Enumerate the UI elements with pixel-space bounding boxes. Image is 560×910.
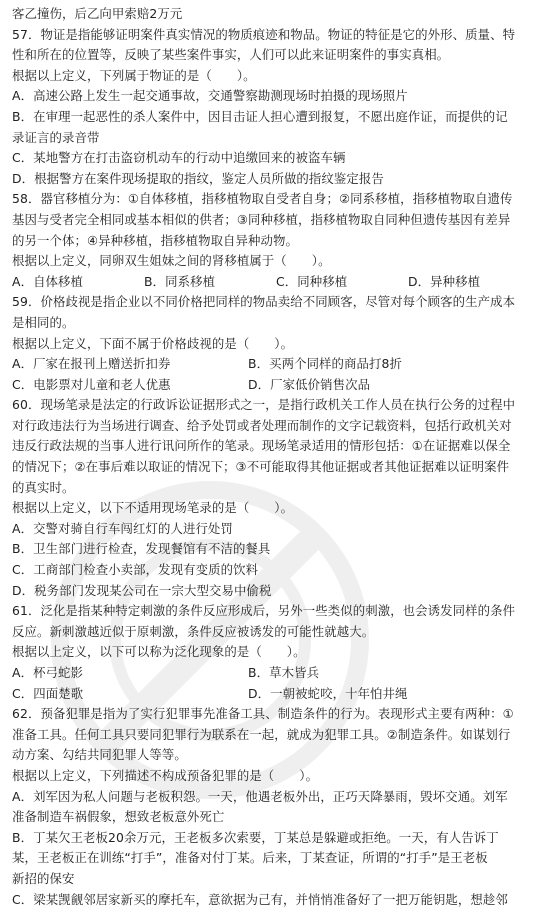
q61-option-c: C．四面楚歌 bbox=[12, 685, 84, 701]
q57-stem-line: 57．物证是指能够证明案件真实情况的物质痕迹和物品。物证的特征是它的外形、质量、特 bbox=[12, 26, 516, 42]
q59-ask: 根据以上定义，下面不属于价格歧视的是（ ）。 bbox=[12, 335, 294, 351]
q58-option-a: A．自体移植 bbox=[12, 273, 84, 289]
q57-option-b-cont: 录证言的录音带 bbox=[12, 129, 100, 145]
q58-ask: 根据以上定义，同卵双生姐妹之间的肾移植属于（ ）。 bbox=[12, 253, 331, 269]
q57-stem-line: 性和所在的位置等，反映了某些案件事实，人们可以此来证明案件的事实真相。 bbox=[12, 47, 450, 63]
q62-option-b: B．丁某欠王老板20余万元，王老板多次索要，丁某总是躲避或拒绝。一天，有人告诉丁 bbox=[12, 829, 499, 845]
q62-option-c: C．梁某觊觎邻居家新买的摩托车，意欲据为己有，并悄悄准备好了一把万能钥匙，想趁邻 bbox=[12, 891, 508, 907]
q57-option-c: C．某地警方在打击盗窃机动车的行动中追缴回来的被盗车辆 bbox=[12, 150, 346, 166]
q60-option-a: A．交警对骑自行车闯红灯的人进行处罚 bbox=[12, 520, 233, 536]
q61-option-d: D．一朝被蛇咬，十年怕井绳 bbox=[248, 685, 408, 701]
q57-option-a: A．高速公路上发生一起交通事故，交通警察勘测现场时拍摄的现场照片 bbox=[12, 88, 408, 104]
q58-option-c: C．同种移植 bbox=[276, 273, 348, 289]
question-62 bbox=[12, 704, 550, 910]
q58-option-d: D．异种移植 bbox=[408, 273, 481, 289]
q59-option-c: C．电影票对儿童和老人优惠 bbox=[12, 376, 171, 392]
q59-option-b: B．买两个同样的商品打8折 bbox=[248, 356, 402, 372]
q60-option-c: C．工商部门检查小卖部，发现有变质的饮料 bbox=[12, 562, 259, 578]
q62-option-b-cont: 新招的保安 bbox=[12, 870, 75, 886]
q62-stem-line: 62．预备犯罪是指为了实行犯罪事先准备工具、制造条件的行为。表现形式主要有两种：① bbox=[12, 706, 514, 722]
top-line: 客乙撞伤，后乙向甲索赔2万元 bbox=[12, 6, 183, 21]
q58-stem-line: 58．器官移植分为：①自体移植，指移植物取自受者自身；②同系移植，指移植物取自遗传 bbox=[12, 191, 513, 207]
q61-option-a: A．杯弓蛇影 bbox=[12, 665, 84, 680]
question-61 bbox=[12, 601, 550, 704]
q59-stem-line: 59．价格歧视是指企业以不同价格把同样的物品卖给不同顾客，尽管对每个顾客的生产成本 bbox=[12, 294, 516, 310]
q61-ask: 根据以上定义，以下可以称为泛化现象的是（ ）。 bbox=[12, 644, 306, 660]
q59-option-a: A．厂家在报刊上赠送折扣券 bbox=[12, 356, 171, 372]
question-58 bbox=[12, 189, 550, 292]
q62-option-b-cont: 某，王老板正在训练“打手”，准备对付丁某。后来，丁某查证，所谓的“打手”是王老板 bbox=[12, 850, 488, 866]
q62-stem-line: 准备工具。任何工具只要同犯罪行为联系在一起，就成为犯罪工具。②制造条件。如谋划行 bbox=[12, 726, 511, 742]
q59-stem-line: 是相同的。 bbox=[12, 314, 75, 330]
q58-stem-line: 基因与受者完全相同或基本相似的供者；③同种移植，指移植物取自同种但遗传基因有差异 bbox=[12, 211, 511, 227]
q59-options-row-1 bbox=[12, 354, 550, 375]
q60-stem-line: 的情况下；②在事后难以取证的情况下；③不可能取得其他证据或者其他证据难以证明案件 bbox=[12, 459, 510, 475]
q57-ask: 根据以上定义，下列属于物证的是（ ）。 bbox=[12, 67, 256, 83]
q62-ask: 根据以上定义，下列描述不构成预备犯罪的是（ ）。 bbox=[12, 767, 319, 783]
q57-option-b: B．在审理一起恶性的杀人案件中，因目击证人担心遭到报复，不愿出庭作证，而提供的记 bbox=[12, 108, 508, 124]
q58-stem-line: 的另一个体；④异种移植，指移植物取自异种动物。 bbox=[12, 232, 299, 248]
q60-stem-line: 对行政违法行为当场进行调查、给予处罚或者处理而制作的文字记载资料，包括行政机关对 bbox=[12, 417, 512, 433]
q60-ask: 根据以上定义，以下不适用现场笔录的是（ ）。 bbox=[12, 500, 294, 516]
q60-stem-line: 的真实时。 bbox=[12, 479, 75, 495]
q60-stem-line: 违反行政法规的当事人进行讯问所作的笔录。现场笔录适用的情形包括：①在证据难以保全 bbox=[12, 438, 511, 454]
question-59 bbox=[12, 292, 550, 395]
q59-option-d: D．厂家低价销售次品 bbox=[248, 376, 371, 392]
question-60 bbox=[12, 395, 550, 601]
q62-option-a-cont: 准备制造车祸假象，想致老板意外死亡 bbox=[12, 809, 225, 825]
q62-option-a: A．刘军因为私人问题与老板积怨。一天，他遇老板外出，正巧天降暴雨，毁坏交通。刘军 bbox=[12, 788, 508, 804]
q61-option-b: B．草木皆兵 bbox=[248, 665, 320, 680]
q58-options bbox=[12, 272, 550, 293]
q59-options-row-2 bbox=[12, 375, 550, 396]
q60-option-b: B．卫生部门进行检查，发现餐馆有不洁的餐具 bbox=[12, 541, 271, 557]
q61-stem-line: 61．泛化是指某种特定刺激的条件反应形成后，另外一些类似的刺激，也会诱发同样的条件 bbox=[12, 603, 516, 619]
q61-options-row-1 bbox=[12, 663, 550, 684]
q60-stem-line: 60．现场笔录是法定的行政诉讼证据形式之一，是指行政机关工作人员在执行公务的过程中 bbox=[12, 397, 516, 413]
q61-options-row-2 bbox=[12, 684, 550, 705]
q61-stem-line: 反应。新刺激越近似于原刺激，条件反应被诱发的可能性就越大。 bbox=[12, 623, 375, 639]
q60-option-d: D．税务部门发现某公司在一宗大型交易中偷税 bbox=[12, 582, 272, 598]
question-57 bbox=[12, 25, 550, 190]
q57-option-d: D．根据警方在案件现场提取的指纹，鉴定人员所做的指纹鉴定报告 bbox=[12, 170, 384, 186]
q58-option-b: B．同系移植 bbox=[144, 273, 216, 289]
q62-stem-line: 动方案、勾结共同犯罪人等等。 bbox=[12, 747, 187, 763]
